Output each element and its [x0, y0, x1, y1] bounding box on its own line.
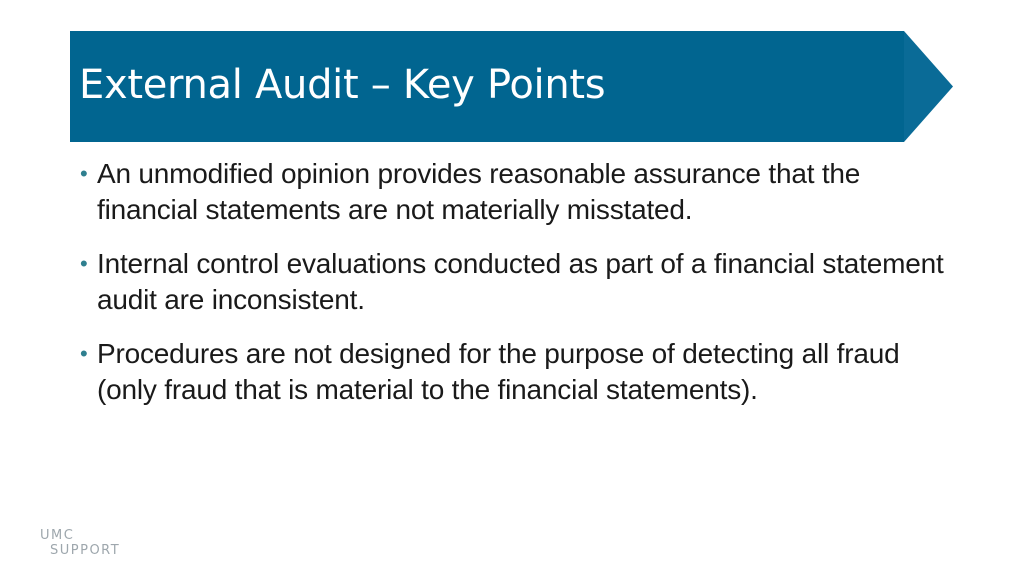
- logo-line-1: UMC: [40, 528, 75, 543]
- bullet-item: [80, 156, 960, 228]
- bullet-list: [80, 156, 960, 426]
- umc-support-logo: [40, 528, 130, 560]
- bullet-dot-icon: •: [80, 251, 88, 276]
- title-banner: [70, 31, 953, 142]
- bullet-text: Procedures are not designed for the purpose of detecting all fraud (only fraud that is material to the financial statements).: [97, 338, 900, 405]
- bullet-text: Internal control evaluations conducted as part of a financial statement audit are inconsistent.: [97, 248, 944, 315]
- bullet-item: [80, 246, 960, 318]
- slide-title: External Audit – Key Points: [79, 62, 606, 108]
- title-banner-arrow-tip: [904, 31, 953, 142]
- bullet-dot-icon: •: [80, 341, 88, 366]
- bullet-text: An unmodified opinion provides reasonable assurance that the financial statements are not materially misstated.: [97, 158, 861, 225]
- bullet-item: [80, 336, 960, 408]
- bullet-dot-icon: •: [80, 161, 88, 186]
- logo-line-2: SUPPORT: [50, 543, 121, 558]
